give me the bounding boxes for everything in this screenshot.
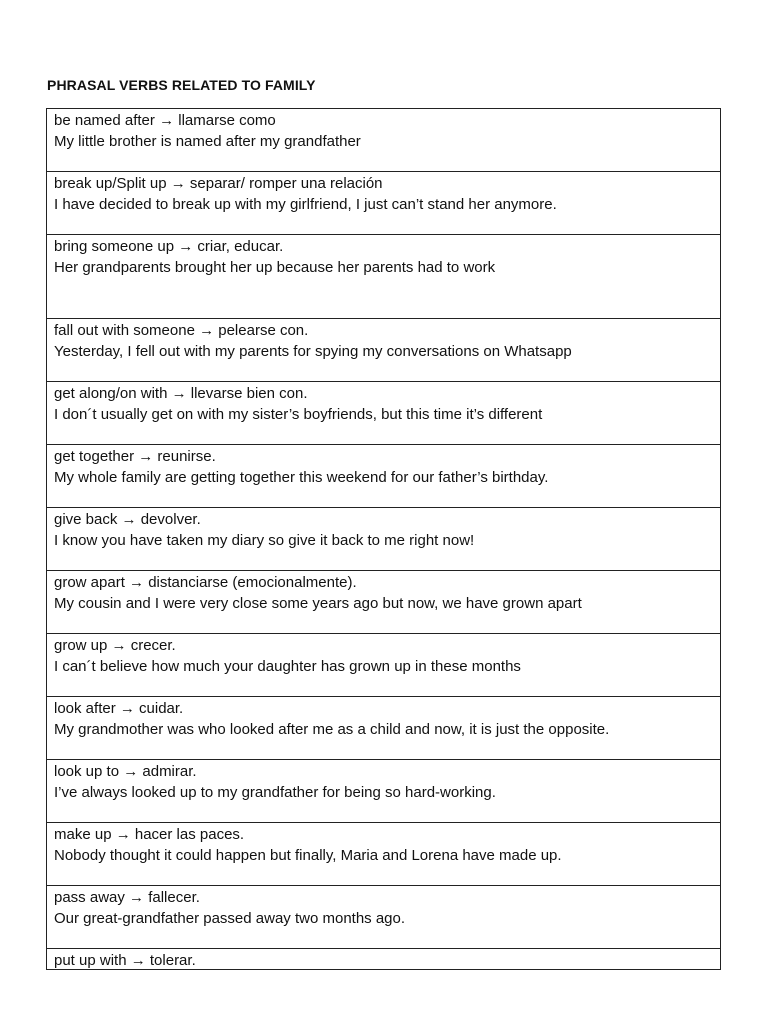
table-row	[47, 235, 720, 319]
table-row	[47, 697, 720, 760]
phrasal-verbs-table	[46, 108, 721, 970]
table-row	[47, 571, 720, 634]
phrasal-verb: get together → reunirse.	[54, 448, 216, 465]
phrasal-verb: be named after → llamarse como	[54, 112, 276, 129]
table-row	[47, 319, 720, 382]
example-sentence: Her grandparents brought her up because her parents had to work	[54, 259, 496, 276]
example-sentence: Yesterday, I fell out with my parents for spying my conversations on Whatsapp	[54, 343, 572, 360]
phrasal-verb: break up/Split up → separar/ romper una relación	[54, 175, 383, 192]
phrasal-verb: get along/on with → llevarse bien con.	[54, 385, 308, 402]
example-sentence: I don´t usually get on with my sister’s boyfriends, but this time it’s different	[54, 406, 543, 423]
phrasal-verb: look after → cuidar.	[54, 700, 184, 717]
table-row	[47, 109, 720, 172]
example-sentence: My cousin and I were very close some years ago but now, we have grown apart	[54, 595, 582, 612]
table-row	[47, 172, 720, 235]
phrasal-verb: grow apart → distanciarse (emocionalmente).	[54, 574, 357, 591]
example-sentence: I can´t believe how much your daughter has grown up in these months	[54, 658, 521, 675]
phrasal-verb: put up with → tolerar.	[54, 952, 196, 969]
table-row	[47, 949, 720, 970]
example-sentence: I have decided to break up with my girlfriend, I just can’t stand her anymore.	[54, 196, 557, 213]
example-sentence: Nobody thought it could happen but finally, Maria and Lorena have made up.	[54, 847, 562, 864]
phrasal-verb: grow up → crecer.	[54, 637, 176, 654]
example-sentence: My whole family are getting together this weekend for our father’s birthday.	[54, 469, 549, 486]
example-sentence: Our great-grandfather passed away two months ago.	[54, 910, 406, 927]
phrasal-verb: fall out with someone → pelearse con.	[54, 322, 309, 339]
example-sentence: I know you have taken my diary so give it back to me right now!	[54, 532, 475, 549]
table-row	[47, 760, 720, 823]
example-sentence: My little brother is named after my grandfather	[54, 133, 361, 150]
phrasal-verb: bring someone up → criar, educar.	[54, 238, 284, 255]
table-row	[47, 445, 720, 508]
table-row	[47, 823, 720, 886]
phrasal-verb: look up to → admirar.	[54, 763, 197, 780]
example-sentence: My grandmother was who looked after me as a child and now, it is just the opposite.	[54, 721, 610, 738]
phrasal-verb: give back → devolver.	[54, 511, 201, 528]
example-sentence: I’ve always looked up to my grandfather for being so hard-working.	[54, 784, 496, 801]
page-title: PHRASAL VERBS RELATED TO FAMILY	[47, 77, 316, 93]
phrasal-verb: pass away → fallecer.	[54, 889, 200, 906]
phrasal-verb: make up → hacer las paces.	[54, 826, 245, 843]
table-row	[47, 382, 720, 445]
table-row	[47, 886, 720, 949]
table-row	[47, 508, 720, 571]
table-row	[47, 634, 720, 697]
